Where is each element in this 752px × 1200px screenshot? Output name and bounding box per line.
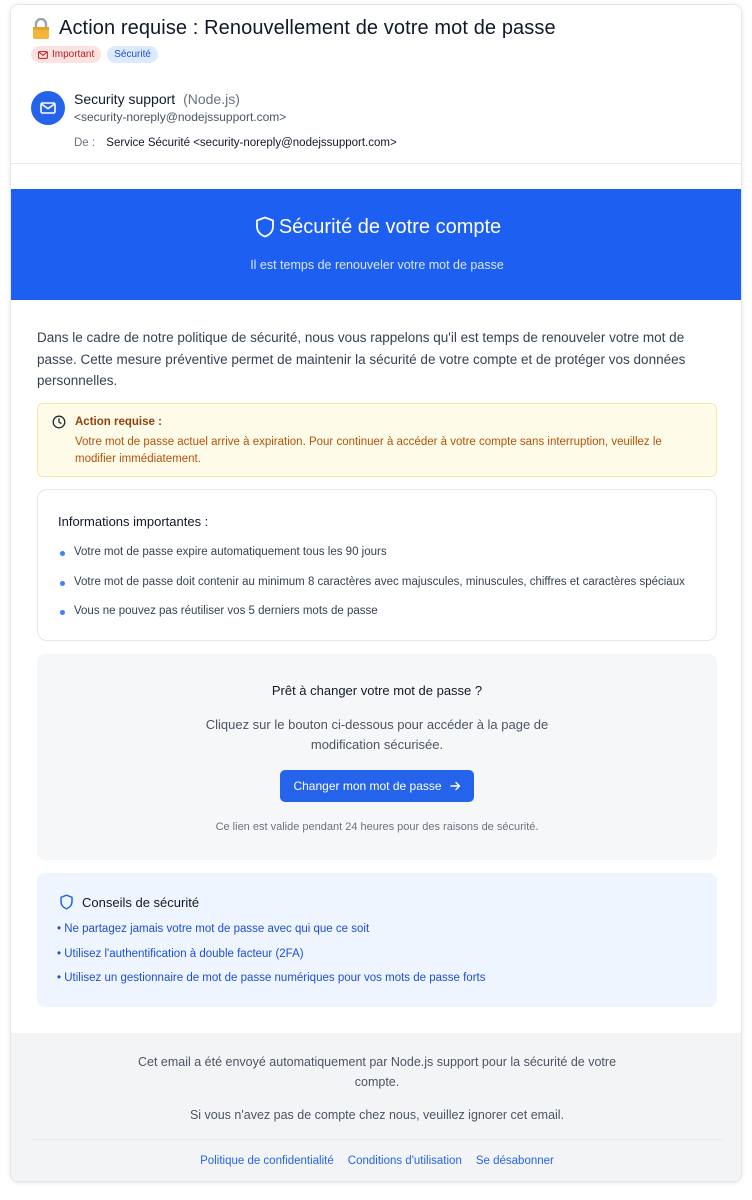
- shield-icon: [59, 894, 74, 910]
- email-card: [10, 4, 742, 1182]
- shield-icon: [253, 215, 277, 239]
- footer-divider: [31, 1139, 723, 1140]
- security-badge[interactable]: [107, 46, 158, 63]
- cta-box: [37, 654, 717, 860]
- list-item: • Utilisez un gestionnaire de mot de passe numériques pour vos mots de passe forts: [57, 972, 486, 984]
- list-item: • Ne partagez jamais votre mot de passe avec qui que ce soit: [57, 923, 370, 935]
- info-title: Informations importantes :: [58, 514, 209, 529]
- terms-link[interactable]: Conditions d'utilisation: [347, 1155, 462, 1167]
- sender-name: [74, 91, 240, 107]
- clock-icon: [52, 415, 66, 429]
- hero-title-text: Sécurité de votre compte: [278, 215, 502, 238]
- subject-row: [31, 17, 556, 40]
- header-divider: [11, 163, 741, 164]
- cta-text: Cliquez sur le bouton ci-dessous pour accéder à la page de modification sécurisée.: [205, 717, 549, 752]
- cta-note: Ce lien est valide pendant 24 heures pour des raisons de sécurité.: [215, 821, 539, 833]
- footer-text: Cet email a été envoyé automatiquement par Node.js support pour la sécurité de votre compte.: [137, 1055, 617, 1089]
- envelope-icon: [40, 102, 56, 114]
- lock-icon: [31, 18, 51, 40]
- sender-app: (Node.js): [183, 91, 240, 107]
- security-badge-label: Sécurité: [114, 49, 151, 60]
- from-row: [74, 137, 397, 149]
- privacy-policy-link[interactable]: Politique de confidentialité: [200, 1155, 334, 1167]
- mail-icon: [38, 51, 48, 59]
- tips-title: [59, 894, 199, 910]
- cta-title: Prêt à changer votre mot de passe ?: [271, 683, 483, 698]
- alert-text: Votre mot de passe actuel arrive à expiration. Pour continuer à accéder à votre compte sans interruption, veuillez le modifier immédiatement.: [75, 436, 662, 465]
- alert-title: Action requise :: [75, 416, 162, 428]
- sender-name-text: Security support: [74, 91, 176, 107]
- tips-title-text: Conseils de sécurité: [82, 894, 200, 910]
- change-password-button[interactable]: [280, 770, 474, 802]
- arrow-right-icon: [450, 781, 461, 791]
- intro-paragraph: Dans le cadre de notre politique de sécurité, nous vous rappelons qu'il est temps de renouveler votre mot de passe. Cette mesure préventive permet de maintenir la sécurité de votre compte et de protéger vos données personnelles.: [37, 330, 686, 388]
- hero-subtitle: Il est temps de renouveler votre mot de passe: [250, 258, 504, 272]
- badge-row: [31, 46, 158, 63]
- footer-links: [11, 1155, 742, 1167]
- list-item: Votre mot de passe expire automatiquement tous les 90 jours: [58, 546, 685, 576]
- hero-banner: [11, 189, 742, 300]
- unsubscribe-link[interactable]: Se désabonner: [475, 1155, 554, 1167]
- sender-avatar: [31, 91, 65, 125]
- from-label: De :: [74, 137, 96, 149]
- hero-title: [11, 215, 742, 239]
- important-badge[interactable]: [31, 46, 101, 63]
- important-info-box: [37, 489, 717, 641]
- list-item: Votre mot de passe doit contenir au minimum 8 caractères avec majuscules, minuscules, chiffres et caractères spéciaux: [58, 576, 685, 606]
- tips-list: [57, 923, 485, 997]
- info-list: [58, 546, 685, 635]
- email-footer: [11, 1033, 742, 1182]
- email-subject: Action requise : Renouvellement de votre mot de passe: [59, 17, 556, 39]
- change-password-button-label: Changer mon mot de passe: [293, 779, 442, 793]
- from-value: Service Sécurité <security-noreply@nodejssupport.com>: [106, 137, 397, 149]
- list-item: • Utilisez l'authentification à double facteur (2FA): [57, 947, 304, 960]
- important-badge-label: Important: [52, 49, 95, 60]
- list-item: Vous ne pouvez pas réutiliser vos 5 derniers mots de passe: [58, 605, 685, 635]
- footer-ignore-text: Si vous n'avez pas de compte chez nous, veuillez ignorer cet email.: [189, 1108, 565, 1122]
- action-alert: [37, 403, 717, 477]
- sender-email: <security-noreply@nodejssupport.com>: [74, 110, 287, 124]
- security-tips-box: [37, 873, 717, 1007]
